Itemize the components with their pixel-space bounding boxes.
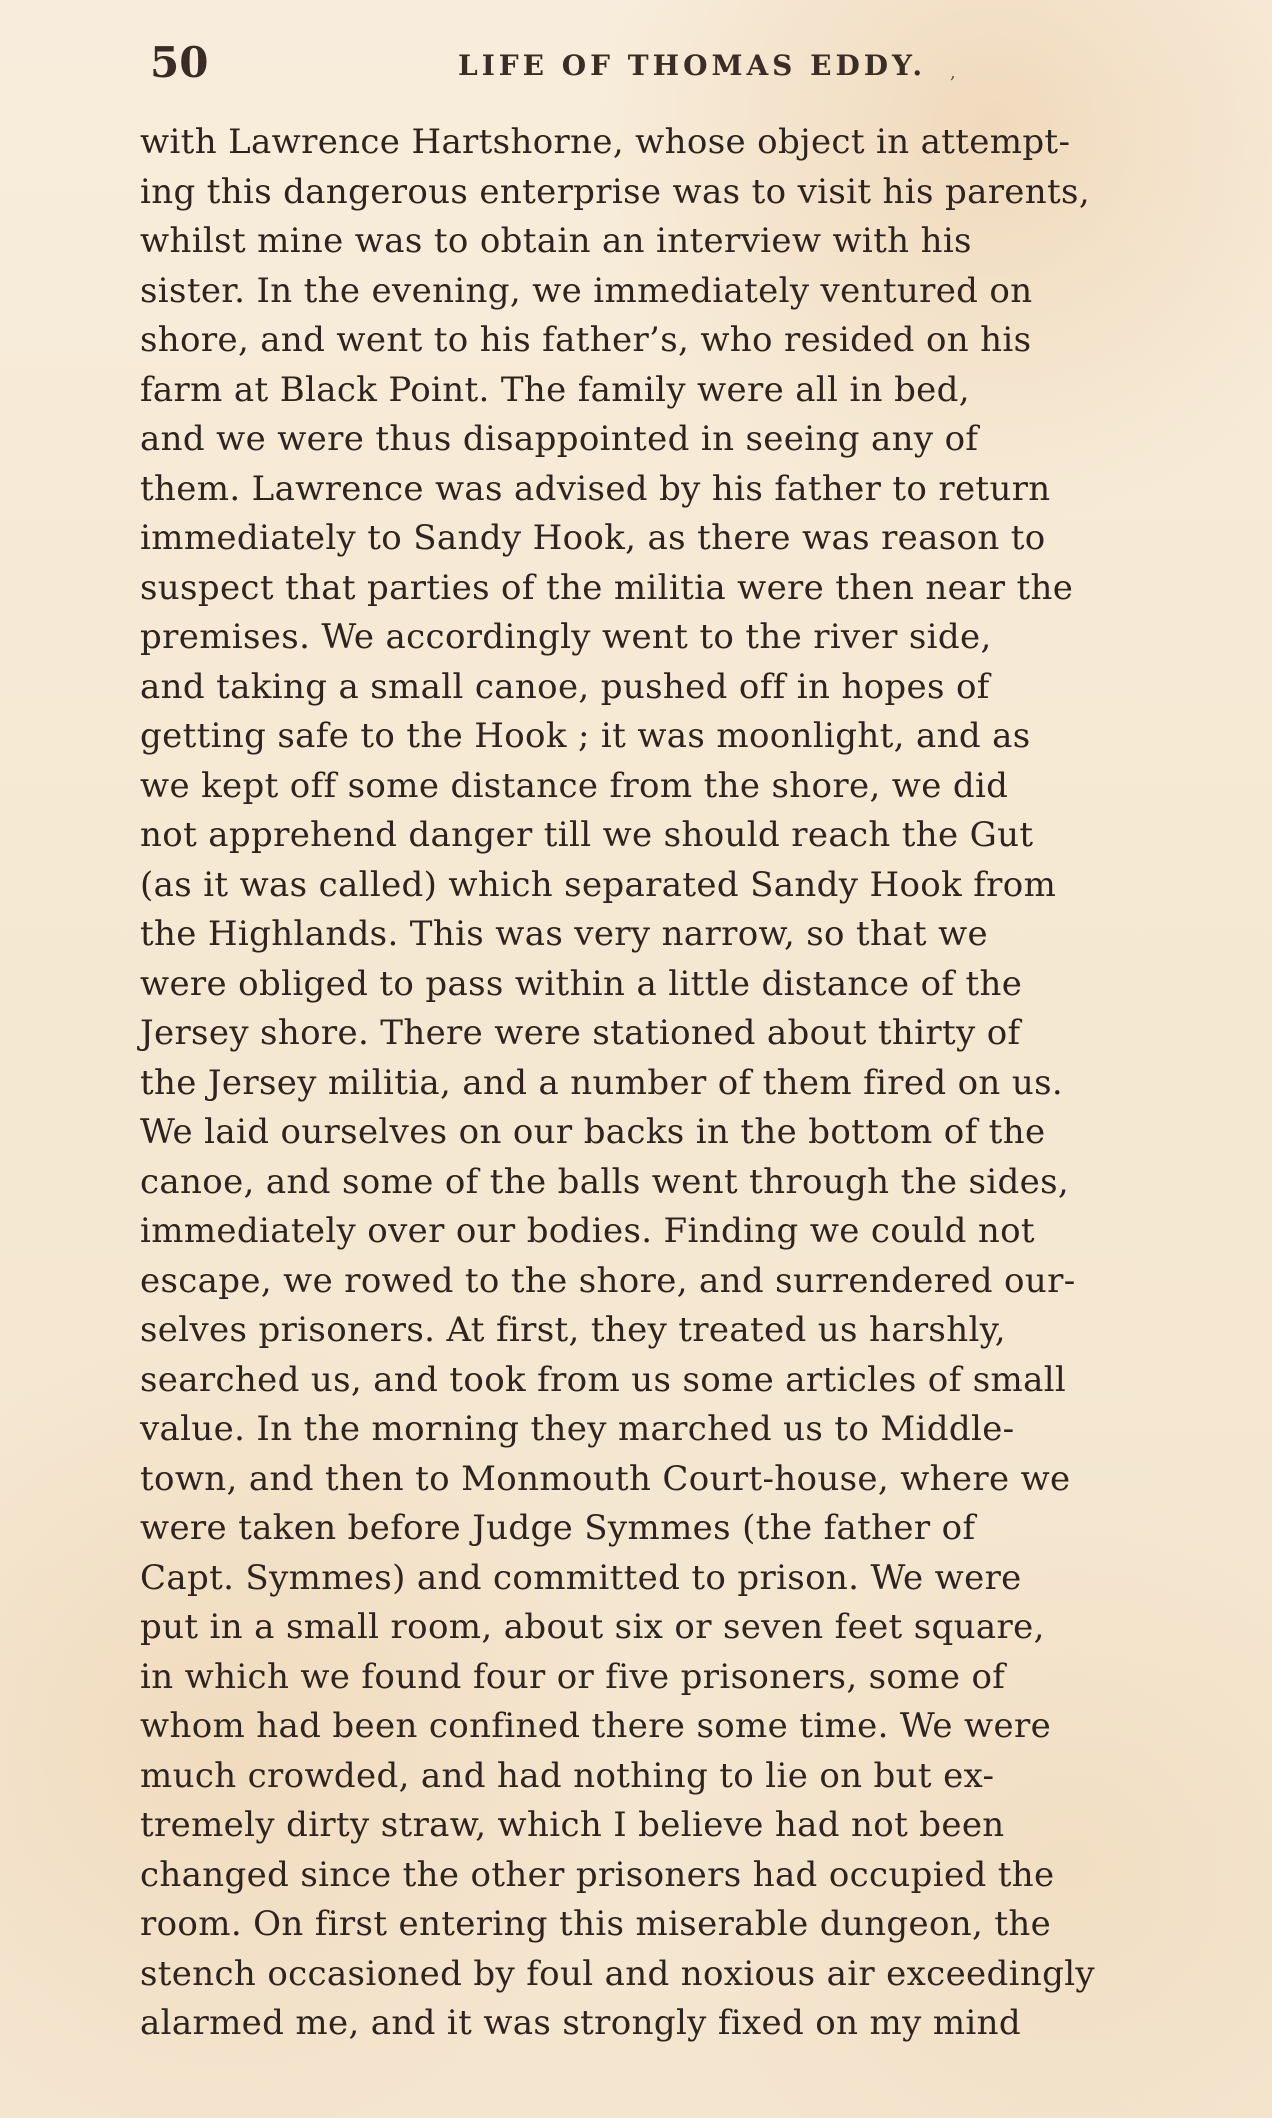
text-line: the Jersey militia, and a number of them fired on us. [140,1062,1064,1103]
text-line: were taken before Judge Symmes (the father of [140,1508,976,1548]
text-line: We laid ourselves on our backs in the bottom of the [140,1112,1046,1152]
text-line: ing this dangerous enterprise was to visit his parents, [140,171,1090,212]
text-line: whom had been confined there some time. We were [140,1706,1052,1746]
text-line: tremely dirty straw, which I believe had not been [140,1805,1005,1845]
text-line: escape, we rowed to the shore, and surrendered our- [140,1260,1076,1301]
body-text [140,118,1210,2049]
text-line: immediately to Sandy Hook, as there was reason to [140,518,1046,558]
page-number: 50 [150,38,209,87]
text-line: Jersey shore. There were stationed about thirty of [140,1013,1021,1053]
text-line: and taking a small canoe, pushed off in hopes of [140,666,990,707]
text-line: in which we found four or five prisoners, some of [140,1656,1006,1697]
text-line: much crowded, and had nothing to lie on but ex- [140,1755,995,1796]
text-line: changed since the other prisoners had occupied the [140,1854,1055,1895]
text-line: stench occasioned by foul and noxious air exceedingly [140,1953,1095,1994]
text-line: searched us, and took from us some articles of small [140,1359,1067,1400]
text-line: canoe, and some of the balls went through the sides, [140,1161,1070,1202]
text-line: selves prisoners. At first, they treated us harshly, [140,1310,1006,1350]
text-line: Capt. Symmes) and committed to prison. We were [140,1557,1022,1598]
text-line: whilst mine was to obtain an interview with his [140,221,972,261]
text-line: room. On first entering this miserable dungeon, the [140,1904,1052,1944]
text-line: put in a small room, about six or seven feet square, [140,1607,1045,1647]
header-mark: , [950,62,956,83]
text-line: and we were thus disappointed in seeing any of [140,419,979,459]
text-line: premises. We accordingly went to the river side, [140,617,992,657]
text-line: them. Lawrence was advised by his father to return [140,468,1051,509]
text-line: sister. In the evening, we immediately ventured on [140,270,1033,311]
text-line: with Lawrence Hartshorne, whose object in attempt- [140,122,1071,162]
text-line: immediately over our bodies. Finding we could not [140,1211,1035,1251]
running-title: LIFE OF THOMAS EDDY. [458,49,927,82]
text-line: suspect that parties of the militia were then near the [140,567,1074,608]
text-line: not apprehend danger till we should reach the Gut [140,815,1034,855]
text-line: the Highlands. This was very narrow, so that we [140,914,989,954]
text-line: (as it was called) which separated Sandy Hook from [140,864,1057,905]
text-line: shore, and went to his father’s, who resided on his [140,320,1032,360]
text-line: getting safe to the Hook ; it was moonlight, and as [140,716,1031,756]
text-line: we kept off some distance from the shore, we did [140,765,1009,806]
text-line: farm at Black Point. The family were all in bed, [140,369,970,410]
text-line: were obliged to pass within a little distance of the [140,963,1023,1004]
text-line: alarmed me, and it was strongly fixed on my mind [140,2003,1022,2043]
text-line: value. In the morning they marched us to Middle- [140,1409,1015,1449]
running-head [150,38,1150,92]
text-line: town, and then to Monmouth Court-house, where we [140,1458,1071,1499]
